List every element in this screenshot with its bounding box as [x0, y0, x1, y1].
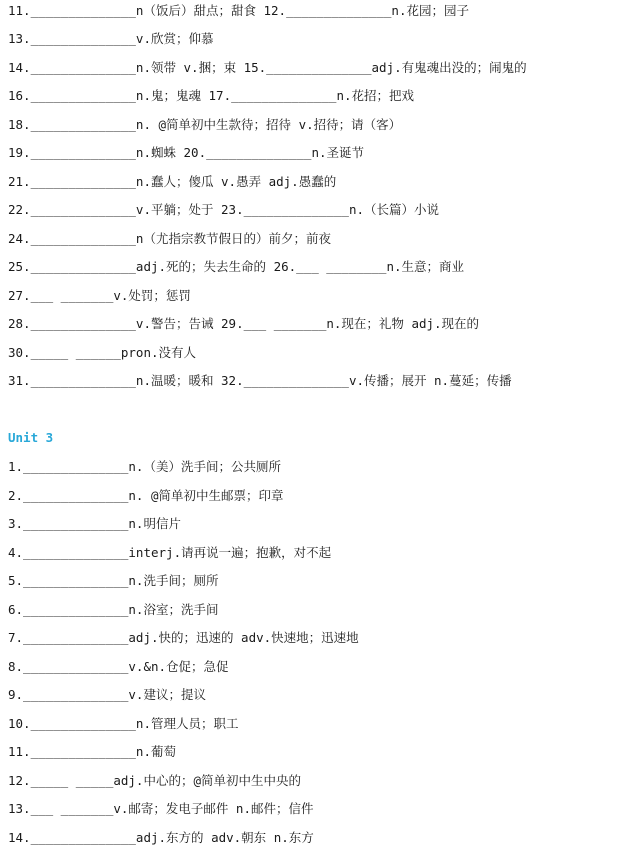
- vocab-line: 12._____ _____adj.中心的；@简单初中生中央的: [8, 773, 301, 788]
- vocab-line: 14.______________n.领带 v.捆；束 15.______________adj.有鬼魂出没的；闹鬼的: [8, 60, 527, 75]
- unit-heading: Unit 3: [8, 430, 54, 445]
- vocab-line: 27.___ _______v.处罚；惩罚: [8, 288, 191, 303]
- vocab-line: 31.______________n.温暖；暖和 32.______________v.传播；展开 n.蔓延；传播: [8, 373, 512, 388]
- vocab-line: 25.______________adj.死的；失去生命的 26.___ ________n.生意；商业: [8, 259, 465, 274]
- vocab-line: 13.______________v.欣赏；仰慕: [8, 31, 214, 46]
- vocab-line: 2.______________n. @简单初中生邮票；印章: [8, 488, 284, 503]
- vocab-line: 30._____ ______pron.没有人: [8, 345, 197, 360]
- vocab-line: 8.______________v.&n.仓促；急促: [8, 659, 229, 674]
- vocab-line: 19.______________n.蜘蛛 20.______________n.圣诞节: [8, 145, 364, 160]
- vocab-line: 22.______________v.平躺；处于 23.______________n.（长篇）小说: [8, 202, 440, 217]
- vocab-line: 28.______________v.警告；告诫 29.___ _______n.现在；礼物 adj.现在的: [8, 316, 480, 331]
- vocab-line: 7.______________adj.快的；迅速的 adv.快速地；迅速地: [8, 630, 359, 645]
- vocab-line: 9.______________v.建议；提议: [8, 687, 206, 702]
- vocab-line: 10.______________n.管理人员；职工: [8, 716, 239, 731]
- vocab-line: 11.______________n.葡萄: [8, 744, 176, 759]
- vocab-line: 4.______________interj.请再说一遍；抱歉，对不起: [8, 545, 332, 560]
- vocab-line: 13.___ _______v.邮寄；发电子邮件 n.邮件；信件: [8, 801, 314, 816]
- vocab-line: 3.______________n.明信片: [8, 516, 181, 531]
- vocab-line: 16.______________n.鬼；鬼魂 17.______________n.花招；把戏: [8, 88, 415, 103]
- vocab-line: 11.______________n（饭后）甜点；甜食 12.______________n.花园；园子: [8, 3, 469, 18]
- vocab-line: 5.______________n.洗手间；厕所: [8, 573, 219, 588]
- vocab-line: 6.______________n.浴室；洗手间: [8, 602, 219, 617]
- vocab-line: 1.______________n.（美）洗手间；公共厕所: [8, 459, 281, 474]
- vocab-line: 21.______________n.蠢人；傻瓜 v.愚弄 adj.愚蠢的: [8, 174, 337, 189]
- vocab-line: 14.______________adj.东方的 adv.朝东 n.东方: [8, 830, 314, 845]
- vocab-line: 18.______________n. @简单初中生款待；招待 v.招待；请（客）: [8, 117, 402, 132]
- vocab-line: 24.______________n（尤指宗教节假日的）前夕；前夜: [8, 231, 331, 246]
